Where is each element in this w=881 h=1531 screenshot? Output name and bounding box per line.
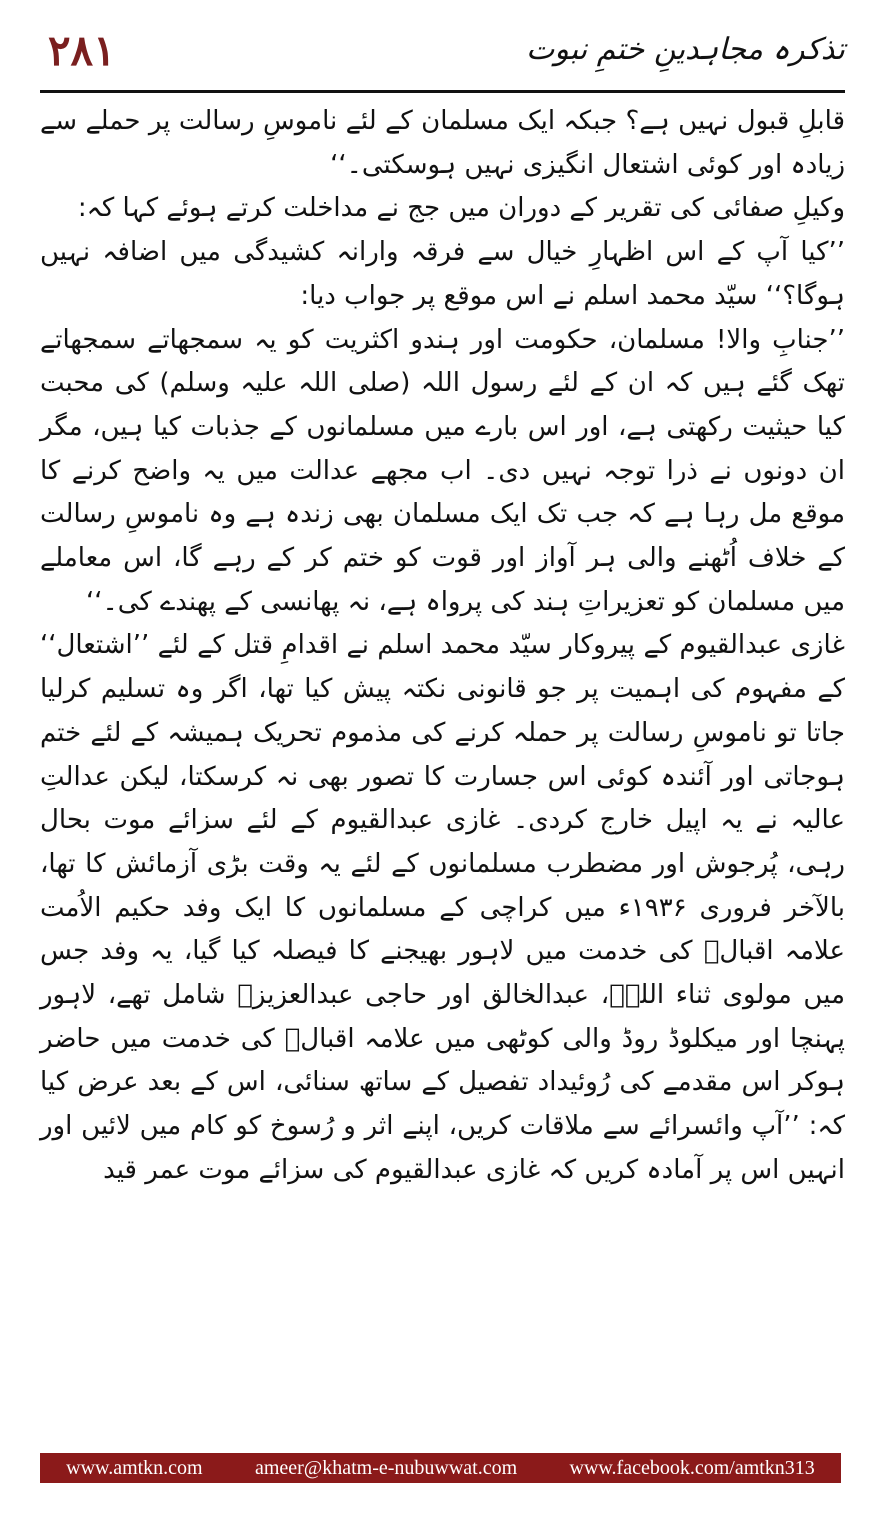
footer-website-link[interactable]: www.amtkn.com <box>66 1456 203 1479</box>
paragraph-2: وکیلِ صفائی کی تقریر کے دوران میں جج نے مداخلت کرتے ہوئے کہا کہ: <box>77 193 845 224</box>
paragraph-4: ’’جنابِ والا! مسلمان، حکومت اور ہندو اکثریت کو یہ سمجھاتے سمجھاتے تھک گئے ہیں کہ ان کے لئے رسول اللہ (صلی اللہ علیہ وسلم) کی محبت کیا حیثیت رکھتی ہے، اور اس بارے میں مسلمانوں کے جذبات کیا ہیں، مگر ان دونوں نے ذرا توجہ نہیں دی۔ اب مجھے عدالت میں یہ واضح کرنے کا موقع مل رہا ہے کہ جب تک ایک مسلمان بھی زندہ ہے وہ ناموسِ رسالت کے خلاف اُٹھنے والی ہر آواز اور قوت کو ختم کر کے رہے گا، اس معاملے میں مسلمان کو تعزیراتِ ہند کی پرواہ ہے، نہ پھانسی کے پھندے کی۔‘‘ <box>40 324 845 617</box>
book-title: تذکرہ مجاہدینِ ختمِ نبوت <box>526 32 845 67</box>
paragraph-3: ’’کیا آپ کے اس اظہارِ خیال سے فرقہ وارانہ کشیدگی میں اضافہ نہیں ہوگا؟‘‘ سیّد محمد اسلم نے اس موقع پر جواب دیا: <box>40 237 845 311</box>
page-header <box>40 18 845 88</box>
footer-facebook-link[interactable]: www.facebook.com/amtkn313 <box>569 1456 815 1479</box>
header-divider <box>40 90 845 93</box>
page-number: ۲۸۱ <box>48 26 116 75</box>
footer-bar <box>40 1453 841 1483</box>
footer-email-link[interactable]: ameer@khatm-e-nubuwwat.com <box>254 1456 518 1479</box>
paragraph-1: قابلِ قبول نہیں ہے؟ جبکہ ایک مسلمان کے لئے ناموسِ رسالت پر حملے سے زیادہ اور کوئی اشتعال انگیزی نہیں ہوسکتی۔‘‘ <box>40 106 845 180</box>
page-body <box>40 100 845 1193</box>
paragraph-5: غازی عبدالقیوم کے پیروکار سیّد محمد اسلم نے اقدامِ قتل کے لئے ’’اشتعال‘‘ کے مفہوم کی اہمیت پر جو قانونی نکتہ پیش کیا تھا، اگر وہ تسلیم کرلیا جاتا تو ناموسِ رسالت پر حملہ کرنے کی مذموم تحریک ہمیشہ کے لئے ختم ہوجاتی اور آئندہ کوئی اس جسارت کا تصور بھی نہ کرسکتا، لیکن عدالتِ عالیہ نے یہ اپیل خارج کردی۔ غازی عبدالقیوم کے لئے سزائے موت بحال رہی، پُرجوش اور مضطرب مسلمانوں کے لئے یہ وقت بڑی آزمائش کا تھا، بالآخر فروری ۱۹۳۶ء میں کراچی کے مسلمانوں کا ایک وفد حکیم الاُمت علامہ اقبالؒ کی خدمت میں لاہور بھیجنے کا فیصلہ کیا گیا، یہ وفد جس میں مولوی ثناء اللہؒ، عبدالخالق اور حاجی عبدالعزیزؒ شامل تھے، لاہور پہنچا اور میکلوڈ روڈ والی کوٹھی میں علامہ اقبالؒ کی خدمت میں حاضر ہوکر اس مقدمے کی رُوئیداد تفصیل کے ساتھ سنائی، اس کے بعد عرض کیا کہ: ’’آپ وائسرائے سے ملاقات کریں، اپنے اثر و رُسوخ کو کام میں لائیں اور انہیں اس پر آمادہ کریں کہ غازی عبدالقیوم کی سزائے موت عمر قید <box>40 630 846 1185</box>
